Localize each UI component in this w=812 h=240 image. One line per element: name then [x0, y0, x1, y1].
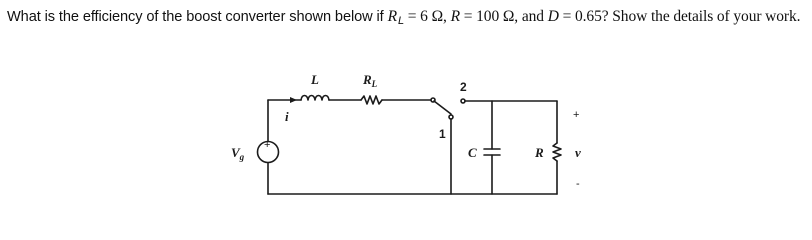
inductor-label: L [311, 72, 319, 87]
r-symbol: R [450, 8, 460, 25]
current-arrow-icon [290, 97, 297, 103]
inductor-resistor-zigzag [361, 96, 382, 104]
question-part-3: = 100 Ω, and [459, 8, 548, 25]
rl-subscript: L [397, 15, 404, 27]
source-plus-sign: + [264, 139, 271, 151]
source-label-main: V [231, 145, 240, 160]
source-label [231, 145, 245, 162]
output-minus-sign: - [576, 178, 580, 190]
load-resistor-zigzag [553, 143, 561, 161]
output-voltage-label: v [575, 145, 581, 160]
switch-blade [434, 101, 451, 114]
inductor-resistor-label-subscript: L [371, 79, 378, 89]
d-symbol: D [547, 8, 559, 25]
switch-position-2-label: 2 [460, 80, 467, 94]
load-resistor-label: R [535, 145, 544, 160]
capacitor-label: C [468, 145, 477, 160]
switch-position-1-label: 1 [439, 127, 446, 141]
question-part-2: = 6 Ω, [403, 8, 451, 25]
source-label-subscript: g [239, 152, 245, 162]
current-label: i [285, 109, 289, 124]
question-part-4: = 0.65? Show the details of your work. [558, 8, 801, 25]
output-plus-sign: + [573, 109, 580, 121]
inductor-resistor-label-main: R [363, 72, 372, 87]
inductor-resistor-label [362, 72, 378, 89]
inductor-coil [301, 96, 329, 101]
question-part-1: What is the efficiency of the boost converter shown below if [7, 9, 388, 25]
rl-symbol: R [387, 8, 397, 25]
